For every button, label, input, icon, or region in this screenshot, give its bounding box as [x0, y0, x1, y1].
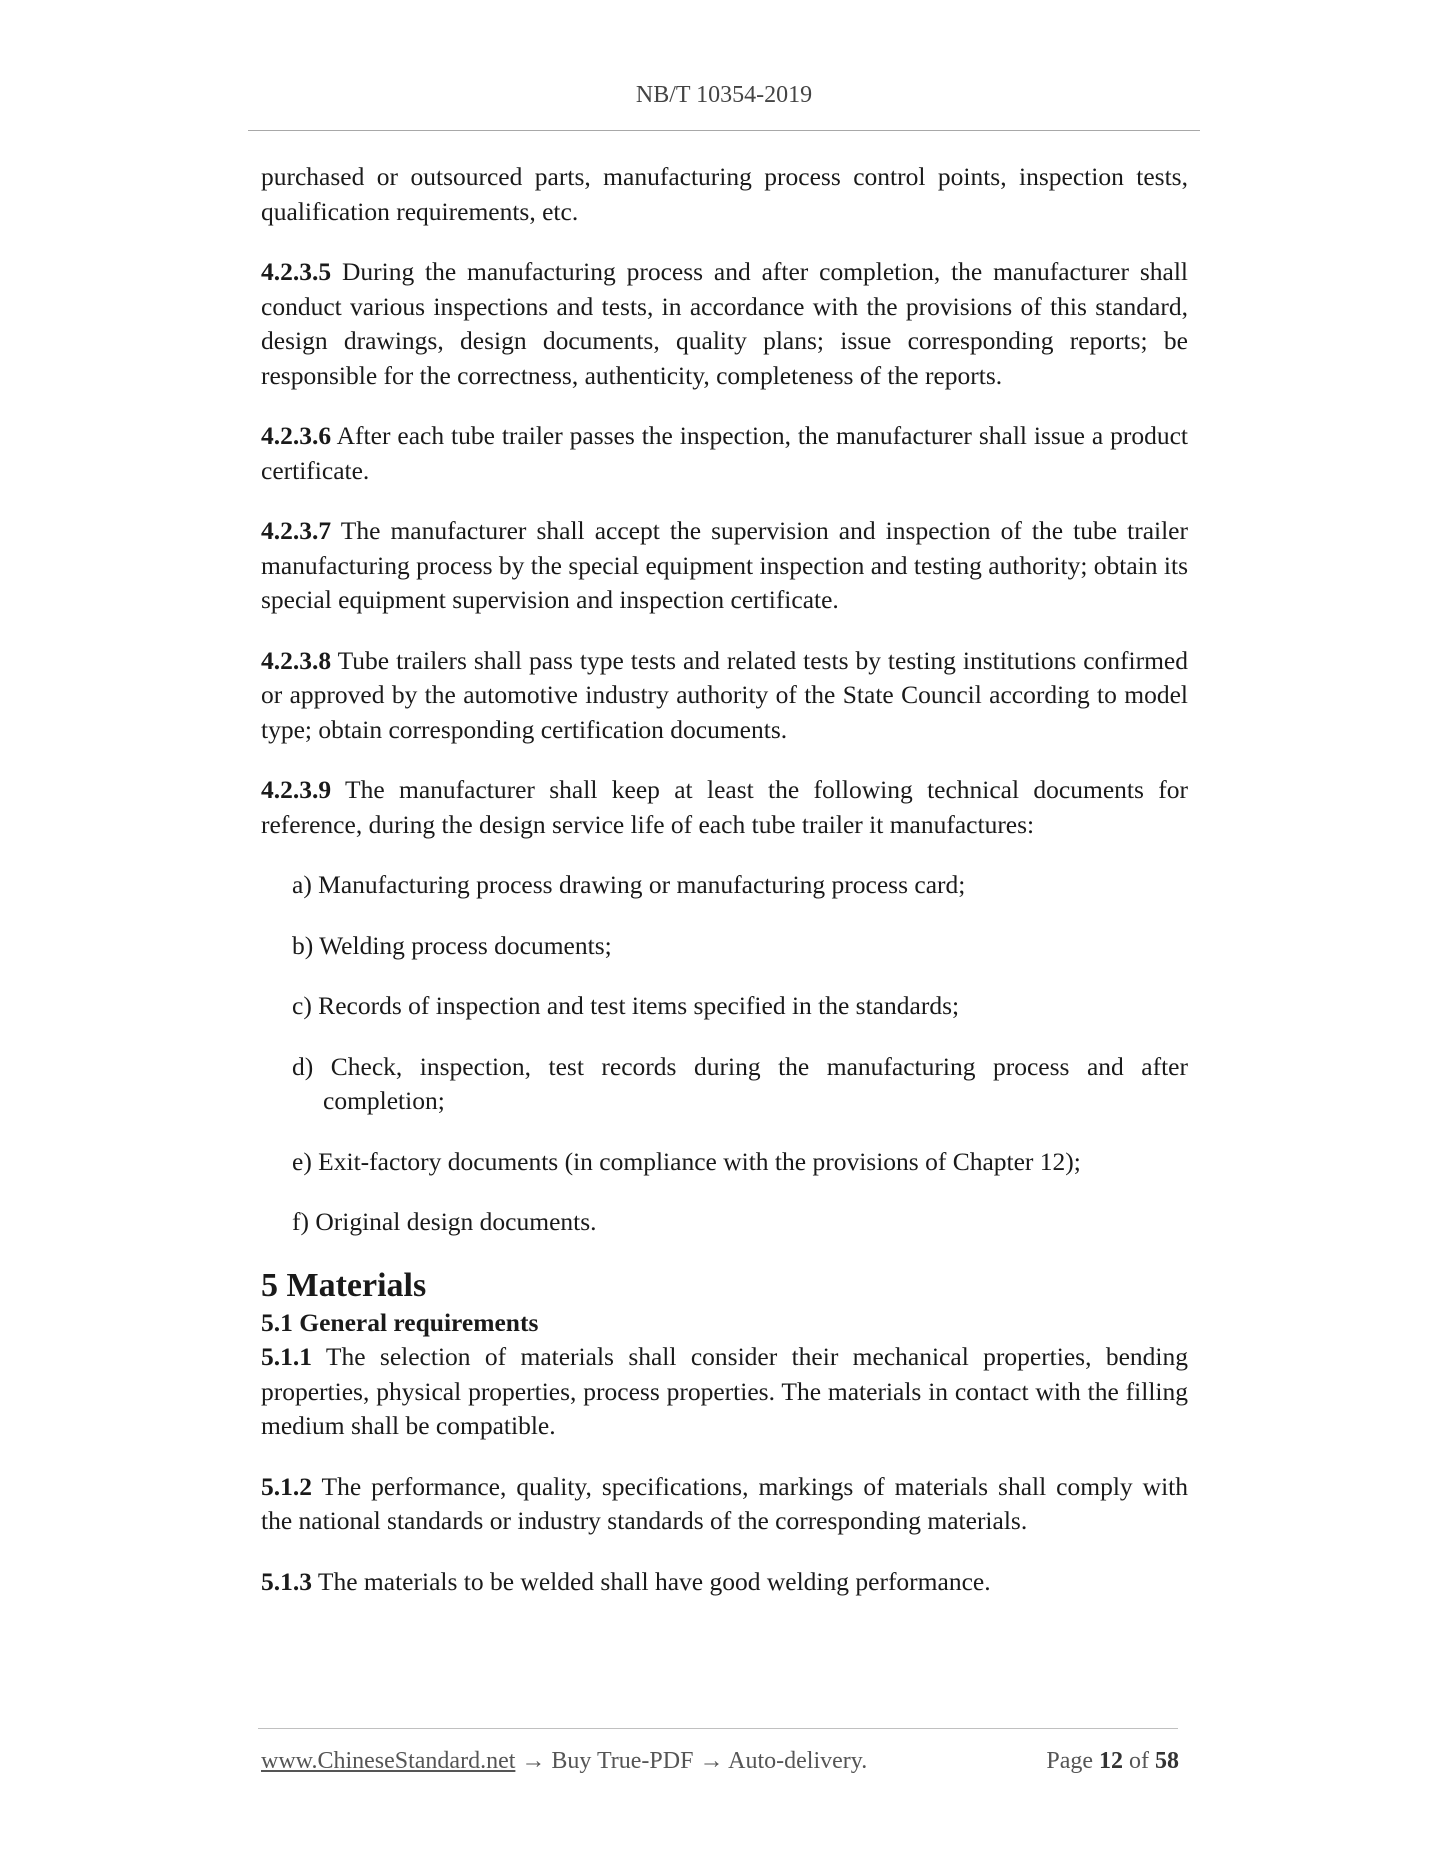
clause-number: 4.2.3.8	[261, 645, 332, 675]
document-body	[261, 160, 1188, 1599]
clause-text: The manufacturer shall accept the supervision and inspection of the tube trailer manufacturing process by the special equipment inspection and testing authority; obtain its special equipment supervision and inspection certificate.	[261, 516, 1188, 614]
page-current: 12	[1099, 1748, 1123, 1774]
clause-number: 4.2.3.6	[261, 421, 332, 450]
clause-number: 4.2.3.7	[261, 516, 332, 545]
page-total: 58	[1155, 1748, 1179, 1774]
continuation-paragraph: purchased or outsourced parts, manufacturing process control points, inspection tests, qualification requirements, etc.	[261, 162, 1188, 226]
clause-text: Tube trailers shall pass type tests and related tests by testing institutions confirmed or approved by the automotive industry authority of the State Council according to model type; obtain corresponding certification documents.	[261, 645, 1188, 744]
list-item: f) Original design documents.	[292, 1207, 597, 1236]
list-item: e) Exit-factory documents (in compliance with the provisions of Chapter 12);	[292, 1146, 1081, 1176]
site-link[interactable]: www.ChineseStandard.net	[261, 1748, 516, 1774]
footer-divider	[258, 1728, 1178, 1729]
buy-pdf-text: Buy True-PDF	[551, 1748, 694, 1774]
clause-4-2-3-5	[261, 255, 1188, 393]
footer-promo	[261, 1748, 867, 1775]
clause-number: 4.2.3.9	[261, 775, 332, 804]
clause-number: 5.1.2	[261, 1471, 312, 1501]
list-item: d) Check, inspection, test records during the manufacturing process and after completion;	[292, 1051, 1188, 1115]
clause-text: During the manufacturing process and after completion, the manufacturer shall conduct various inspections and tests, in accordance with the provisions of this standard, design drawings, design documents, quality plans; issue corresponding reports; be responsible for the correctness, authenticity, completeness of the reports.	[261, 257, 1188, 390]
clause-4-2-3-8	[261, 644, 1188, 748]
auto-delivery-text: Auto-delivery.	[728, 1748, 868, 1774]
page-number	[1046, 1748, 1179, 1775]
clause-number: 4.2.3.5	[261, 257, 332, 286]
clause-4-2-3-7	[261, 514, 1188, 618]
clause-4-2-3-6	[261, 419, 1188, 488]
clause-5-1-1	[261, 1340, 1188, 1444]
arrow-right-icon: →	[521, 1748, 546, 1774]
list-item: b) Welding process documents;	[292, 930, 612, 960]
list-item: a) Manufacturing process drawing or manufacturing process card;	[292, 870, 966, 899]
clause-text: The selection of materials shall consider their mechanical properties, bending properties, physical properties, process properties. The materials in contact with the filling medium shall be compatible.	[261, 1342, 1188, 1440]
clause-5-1-3	[261, 1565, 1188, 1600]
section-heading: 5 Materials	[261, 1266, 427, 1304]
list-item: c) Records of inspection and test items specified in the standards;	[292, 991, 960, 1020]
of-label: of	[1129, 1748, 1149, 1774]
clause-text: After each tube trailer passes the inspection, the manufacturer shall issue a product certificate.	[261, 421, 1188, 485]
header-divider	[248, 130, 1200, 131]
subsection-heading: 5.1 General requirements	[261, 1307, 539, 1337]
clause-text: The materials to be welded shall have good welding performance.	[312, 1566, 991, 1596]
document-header: NB/T 10354-2019	[635, 82, 813, 108]
arrow-right-icon: →	[699, 1748, 724, 1774]
clause-number: 5.1.1	[261, 1342, 312, 1371]
clause-5-1-2	[261, 1470, 1188, 1539]
clause-number: 5.1.3	[261, 1566, 312, 1596]
page-label: Page	[1046, 1748, 1093, 1774]
clause-4-2-3-9	[261, 773, 1188, 842]
clause-text: The performance, quality, specifications, markings of materials shall comply with the national standards or industry standards of the corresponding materials.	[261, 1471, 1188, 1535]
clause-text: The manufacturer shall keep at least the following technical documents for reference, during the design service life of each tube trailer it manufactures:	[261, 775, 1188, 839]
